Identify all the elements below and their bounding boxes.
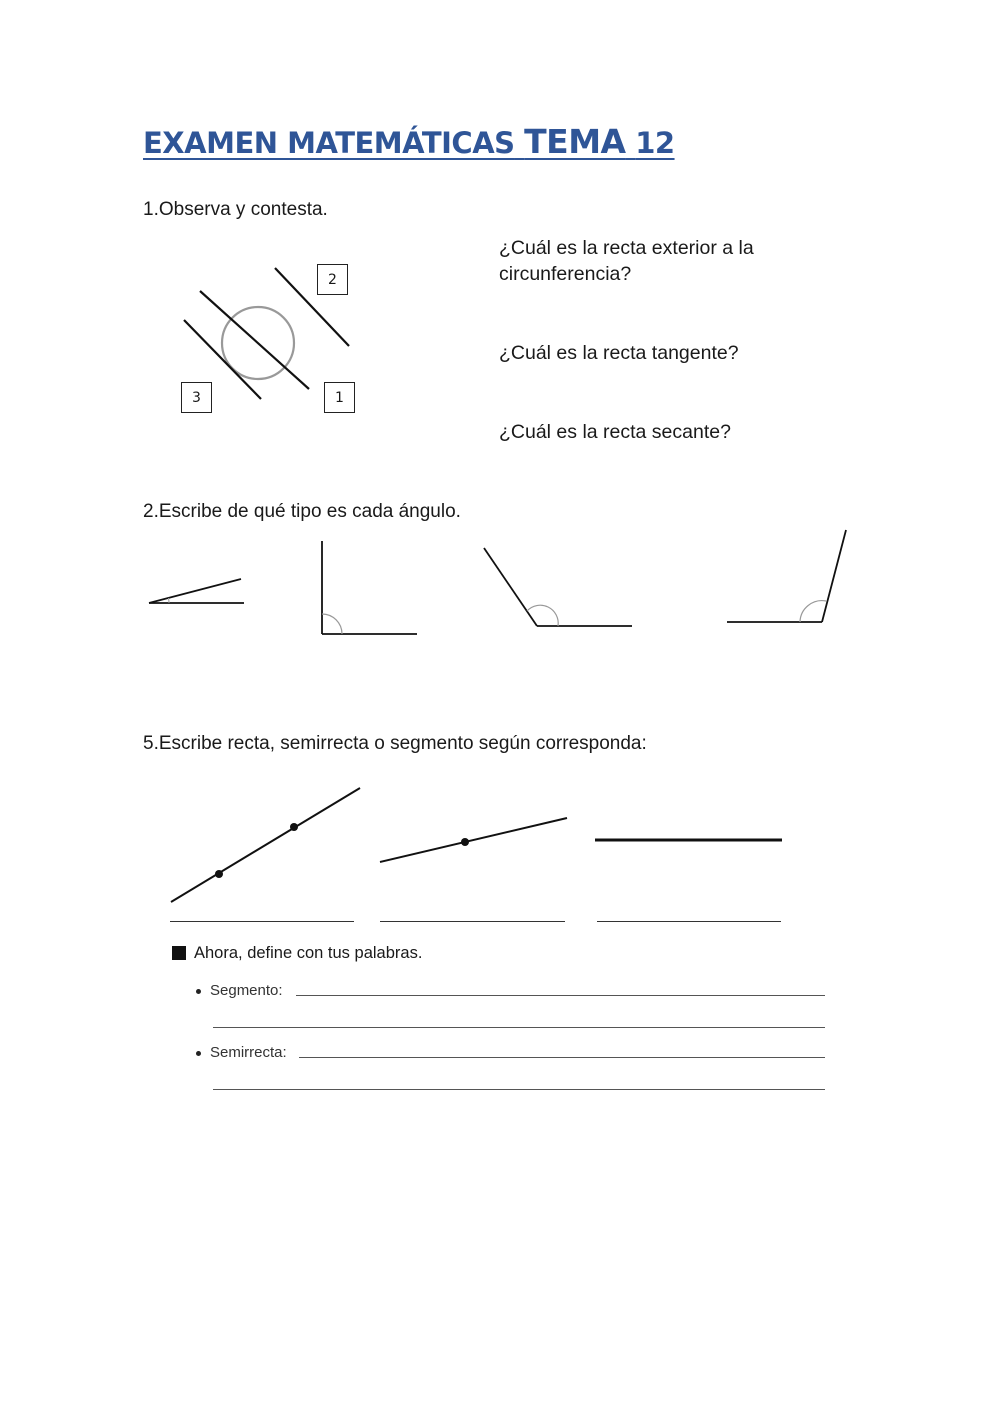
semirrecta-label: Semirrecta:: [210, 1044, 287, 1061]
figure-recta-two-points: [171, 788, 360, 902]
title-tema: TEMA: [524, 122, 626, 161]
angle-acute: [149, 579, 244, 603]
answer-line-3[interactable]: [597, 921, 781, 922]
line-1-secant: [200, 291, 309, 389]
answer-line-2[interactable]: [380, 921, 565, 922]
bullet-dot-icon: [196, 989, 201, 994]
section2-heading: 2.Escribe de qué tipo es cada ángulo.: [143, 501, 461, 522]
figure-one-point: [380, 818, 567, 862]
segmento-label: Segmento:: [210, 982, 283, 999]
answer-line-1[interactable]: [170, 921, 354, 922]
square-bullet-icon: [172, 946, 186, 960]
angle-obtuse: [484, 548, 632, 626]
section5-heading: 5.Escribe recta, semirrecta o segmento según corresponda:: [143, 733, 647, 754]
semirrecta-line-1[interactable]: [299, 1057, 825, 1058]
question-tangent: ¿Cuál es la recta tangente?: [499, 342, 739, 364]
question-exterior: ¿Cuál es la recta exterior a la circunferencia?: [499, 237, 754, 285]
semirrecta-line-2[interactable]: [213, 1089, 825, 1090]
label-box-1: 1: [324, 382, 355, 413]
label-box-2: 2: [317, 264, 348, 295]
title-number: 12: [635, 126, 675, 160]
segmento-line-2[interactable]: [213, 1027, 825, 1028]
lines-figure: [0, 0, 1, 1]
section1-heading: 1.Observa y contesta.: [143, 199, 328, 220]
page-title: [143, 122, 675, 161]
angle-obtuse-2: [727, 530, 846, 622]
angle-right: [322, 541, 417, 634]
define-title: Ahora, define con tus palabras.: [194, 944, 423, 962]
segmento-line-1[interactable]: [296, 995, 825, 996]
label-box-3: 3: [181, 382, 212, 413]
question-secant: ¿Cuál es la recta secante?: [499, 421, 731, 443]
bullet-dot-icon: [196, 1051, 201, 1056]
title-main: EXAMEN MATEMÁTICAS: [143, 126, 515, 160]
